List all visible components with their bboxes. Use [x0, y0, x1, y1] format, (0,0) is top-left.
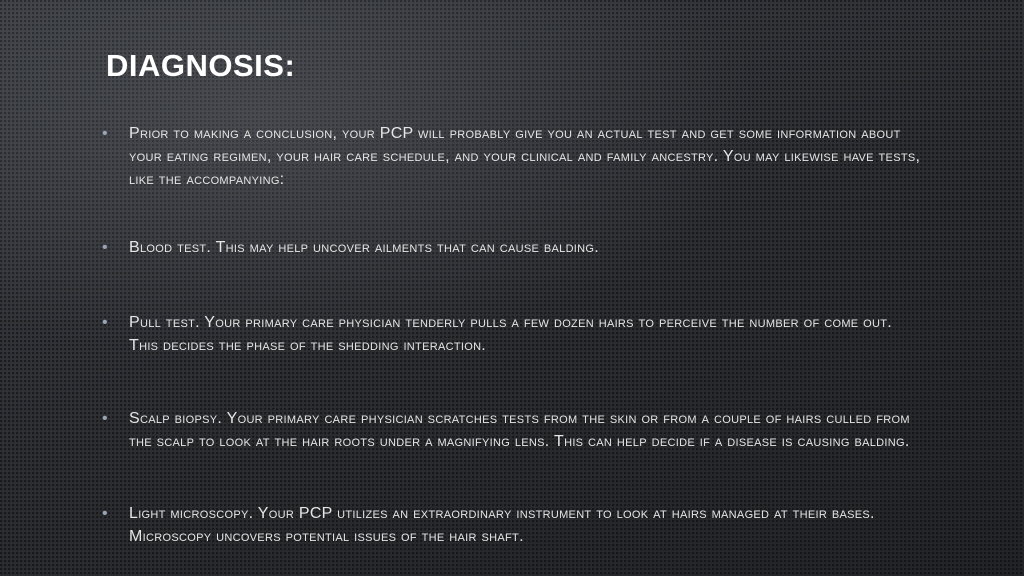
bullet-dot-icon: • — [102, 410, 108, 427]
bullet-list — [102, 122, 922, 548]
bullet-dot-icon: • — [102, 505, 108, 522]
bullet-text: Light microscopy. Your PCP utilizes an extraordinary instrument to look at hairs managed at their bases. Microscopy uncovers potential issues of the hair shaft. — [129, 505, 875, 545]
bullet-item — [102, 236, 922, 259]
bullet-item — [102, 502, 922, 548]
slide-title: DIAGNOSIS: — [106, 48, 296, 83]
bullet-dot-icon: • — [102, 239, 108, 256]
bullet-item — [102, 122, 922, 191]
bullet-text: Prior to making a conclusion, your PCP will probably give you an actual test and get some information about your eating regimen, your hair care schedule, and your clinical and family ancestry. You may likewise have tests, like the accompanying: — [129, 125, 921, 188]
bullet-dot-icon: • — [102, 314, 108, 331]
bullet-item — [102, 311, 922, 357]
bullet-text: Scalp biopsy. Your primary care physician scratches tests from the skin or from a couple of hairs culled from the scalp to look at the hair roots under a magnifying lens. This can help decide if a disease is causing balding. — [129, 410, 910, 450]
bullet-text: Pull test. Your primary care physician tenderly pulls a few dozen hairs to perceive the number of come out. This decides the phase of the shedding interaction. — [129, 314, 893, 354]
bullet-dot-icon: • — [102, 125, 108, 142]
bullet-text: Blood test. This may help uncover ailments that can cause balding. — [129, 239, 600, 256]
bullet-item — [102, 407, 922, 453]
